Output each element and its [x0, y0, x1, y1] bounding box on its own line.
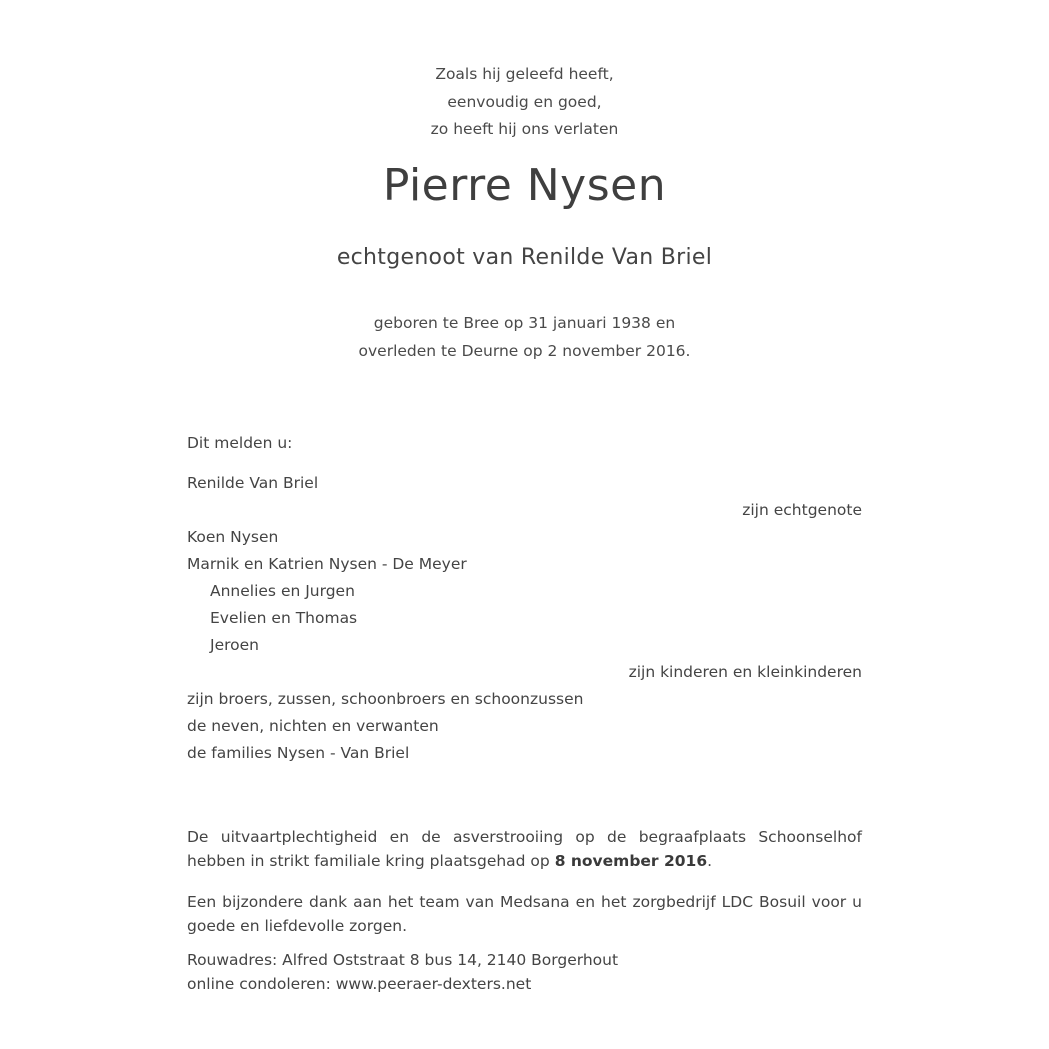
- motto: [0, 61, 1049, 144]
- spouse-relation: zijn echtgenote: [742, 501, 862, 519]
- children-relation: zijn kinderen en kleinkinderen: [628, 663, 862, 681]
- thanks-paragraph: Een bijzondere dank aan het team van Medsana en het zorgbedrijf LDC Bosuil voor u goede en liefdevolle zorgen.: [187, 893, 862, 935]
- mourning-address: Rouwadres: Alfred Oststraat 8 bus 14, 2140 Borgerhout: [187, 951, 619, 969]
- relatives-line: zijn broers, zussen, schoonbroers en schoonzussen: [187, 690, 584, 708]
- grandchild-name: Jeroen: [210, 636, 259, 654]
- deceased-name: Pierre Nysen: [382, 160, 667, 211]
- online-condolences: online condoleren: www.peeraer-dexters.net: [187, 975, 532, 993]
- motto-line-2: eenvoudig en goed,: [447, 92, 602, 111]
- spouse-name: Renilde Van Briel: [187, 474, 319, 492]
- announcement-intro: Dit melden u:: [187, 434, 293, 452]
- birth-line: geboren te Bree op 31 januari 1938 en: [373, 314, 676, 332]
- child-name: Marnik en Katrien Nysen - De Meyer: [187, 555, 467, 573]
- funeral-paragraph: [187, 825, 862, 873]
- child-name: Koen Nysen: [187, 528, 279, 546]
- relatives-line: de neven, nichten en verwanten: [187, 717, 439, 735]
- funeral-date: 8 november 2016: [554, 852, 708, 870]
- death-line: overleden te Deurne op 2 november 2016.: [358, 341, 691, 360]
- funeral-text-end: .: [707, 852, 713, 870]
- funeral-text: De uitvaartplechtigheid en de asverstrooiing op de begraafplaats Schoonselhof hebben in strikt familiale kring plaatsgehad op: [187, 828, 862, 870]
- spouse-line: echtgenoot van Renilde Van Briel: [336, 245, 713, 270]
- motto-line-1: Zoals hij geleefd heeft,: [435, 65, 614, 83]
- relatives-line: de families Nysen - Van Briel: [187, 744, 410, 762]
- contact-block: [187, 948, 862, 996]
- grandchild-name: Annelies en Jurgen: [210, 582, 355, 600]
- grandchild-name: Evelien en Thomas: [210, 609, 358, 627]
- motto-line-3: zo heeft hij ons verlaten: [430, 120, 619, 138]
- life-dates: [0, 310, 1049, 365]
- family-list: [187, 471, 862, 768]
